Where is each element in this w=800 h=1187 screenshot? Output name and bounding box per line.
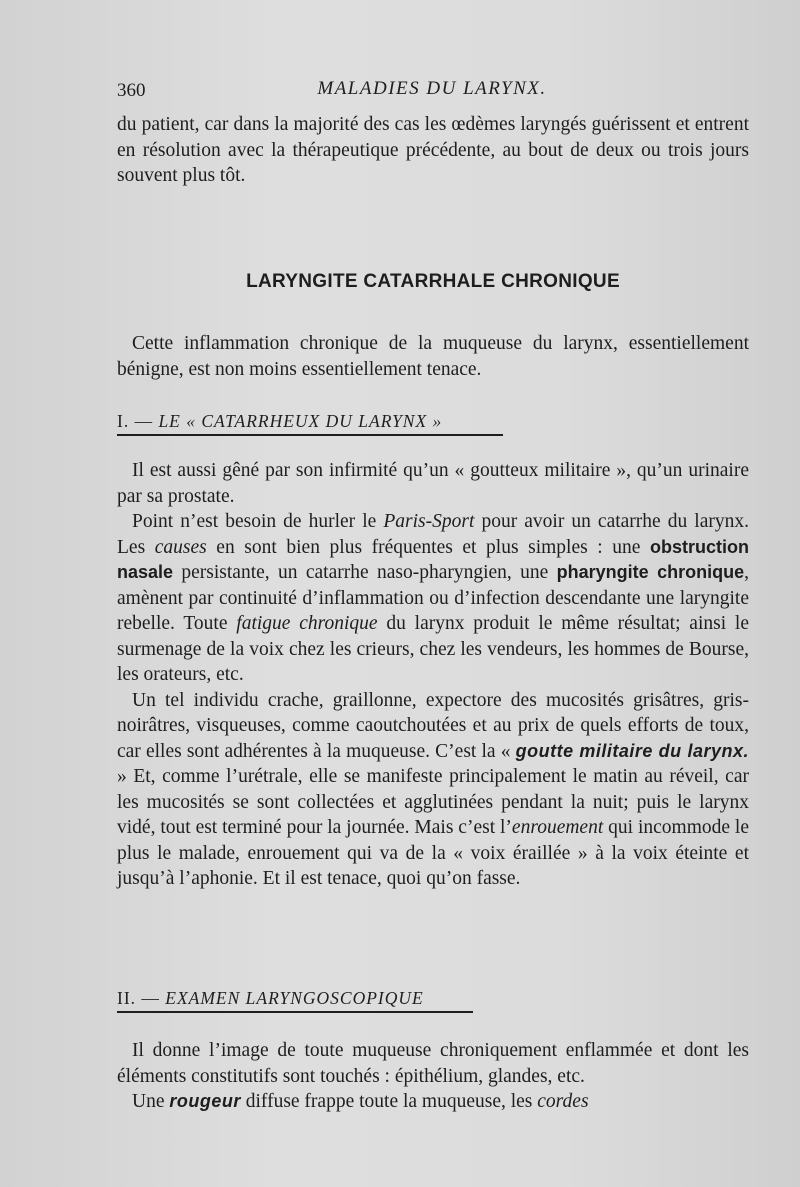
emph-causes: causes [154, 536, 207, 558]
paragraph-symptoms: Un tel individu crache, graillonne, expectore des mucosités grisâtres, gris-noirâtres, visqueuses, comme caoutchoutées et au prix de quels efforts de toux, car elles sont adhérentes à la muqueuse. C’est la « goutte militaire du larynx. » Et, comme l’urétrale, elle se manifeste principalement le matin au réveil, car les mucosités se sont collectées et agglutinées pendant la nuit; puis le larynx vidé, tout est terminé pour la journée. Mais c’est l’enrouement qui incommode le plus le malade, enrouement qui va de la « voix éraillée » à la voix éteinte et jusqu’à l’aphonie. Et il est tenace, quoi qu’on fasse. [117, 689, 749, 889]
section-intro-paragraph [117, 331, 749, 382]
running-header [117, 78, 747, 104]
subsection-2-title: EXAMEN LARYNGOSCOPIQUE [165, 988, 424, 1008]
paragraph-causes: Point n’est besoin de hurler le Paris-Sport pour avoir un catarrhe du larynx. Les causes en sont bien plus fréquentes et plus simples : une obstruction nasale persistante, un catarrhe naso-pharyngien, une pharyngite chronique, amènent par continuité d’inflammation ou d’infection descendante une laryngite rebelle. Toute fatigue chronique du larynx produit le même résultat; ainsi le surmenage de la voix chez les crieurs, chez les vendeurs, les hommes de Bourse, les orateurs, etc. [117, 511, 750, 685]
page-number: 360 [117, 80, 146, 101]
subsection-1-title: LE « CATARRHEUX DU LARYNX » [158, 411, 443, 431]
emph-cordes: cordes [537, 1091, 589, 1112]
bold-obstruction-nasale: obstruction nasale [117, 536, 750, 582]
paragraph-image: Il donne l’image de toute muqueuse chroniquement enflammée et dont les éléments constitutifs sont touchés : épithélium, glandes, etc. [117, 1040, 749, 1087]
intro-paragraph [117, 112, 749, 189]
intro-text: du patient, car dans la majorité des cas les œdèmes laryngés guérissent et entrent en résolution avec la thérapeutique précédente, au bout de deux ou trois jours souvent plus tôt. [117, 114, 749, 186]
bold-goutte-militaire: goutte militaire du larynx. [515, 740, 749, 761]
emph-enrouement: enrouement [511, 817, 604, 838]
bold-pharyngite-chronique: pharyngite chronique [556, 562, 745, 582]
subsection-2-heading [117, 988, 424, 1009]
subsection-1-body [117, 458, 749, 892]
subsection-2-body [117, 1038, 749, 1115]
emph-fatigue-chronique: fatigue chronique [236, 613, 378, 634]
paragraph-gene: Il est aussi gêné par son infirmité qu’un « goutteux militaire », qu’un urinaire par sa prostate. [117, 460, 749, 507]
section-title: LARYNGITE CATARRHALE CHRONIQUE [246, 271, 620, 292]
paragraph-rougeur: Une rougeur diffuse frappe toute la muqueuse, les cordes [132, 1091, 589, 1112]
bold-rougeur: rougeur [169, 1091, 241, 1111]
subsection-2-number: II. — [117, 988, 160, 1008]
subsection-1-heading [117, 411, 442, 432]
emph-paris-sport: Paris-Sport [383, 511, 475, 532]
running-title: MALADIES DU LARYNX. [317, 78, 547, 99]
subsection-1-number: I. — [117, 411, 154, 431]
section-intro-text: Cette inflammation chronique de la muqueuse du larynx, essentiellement bénigne, est non moins essentiellement tenace. [117, 333, 749, 380]
subsection-1-underline [117, 434, 503, 436]
subsection-2-underline [117, 1011, 473, 1013]
